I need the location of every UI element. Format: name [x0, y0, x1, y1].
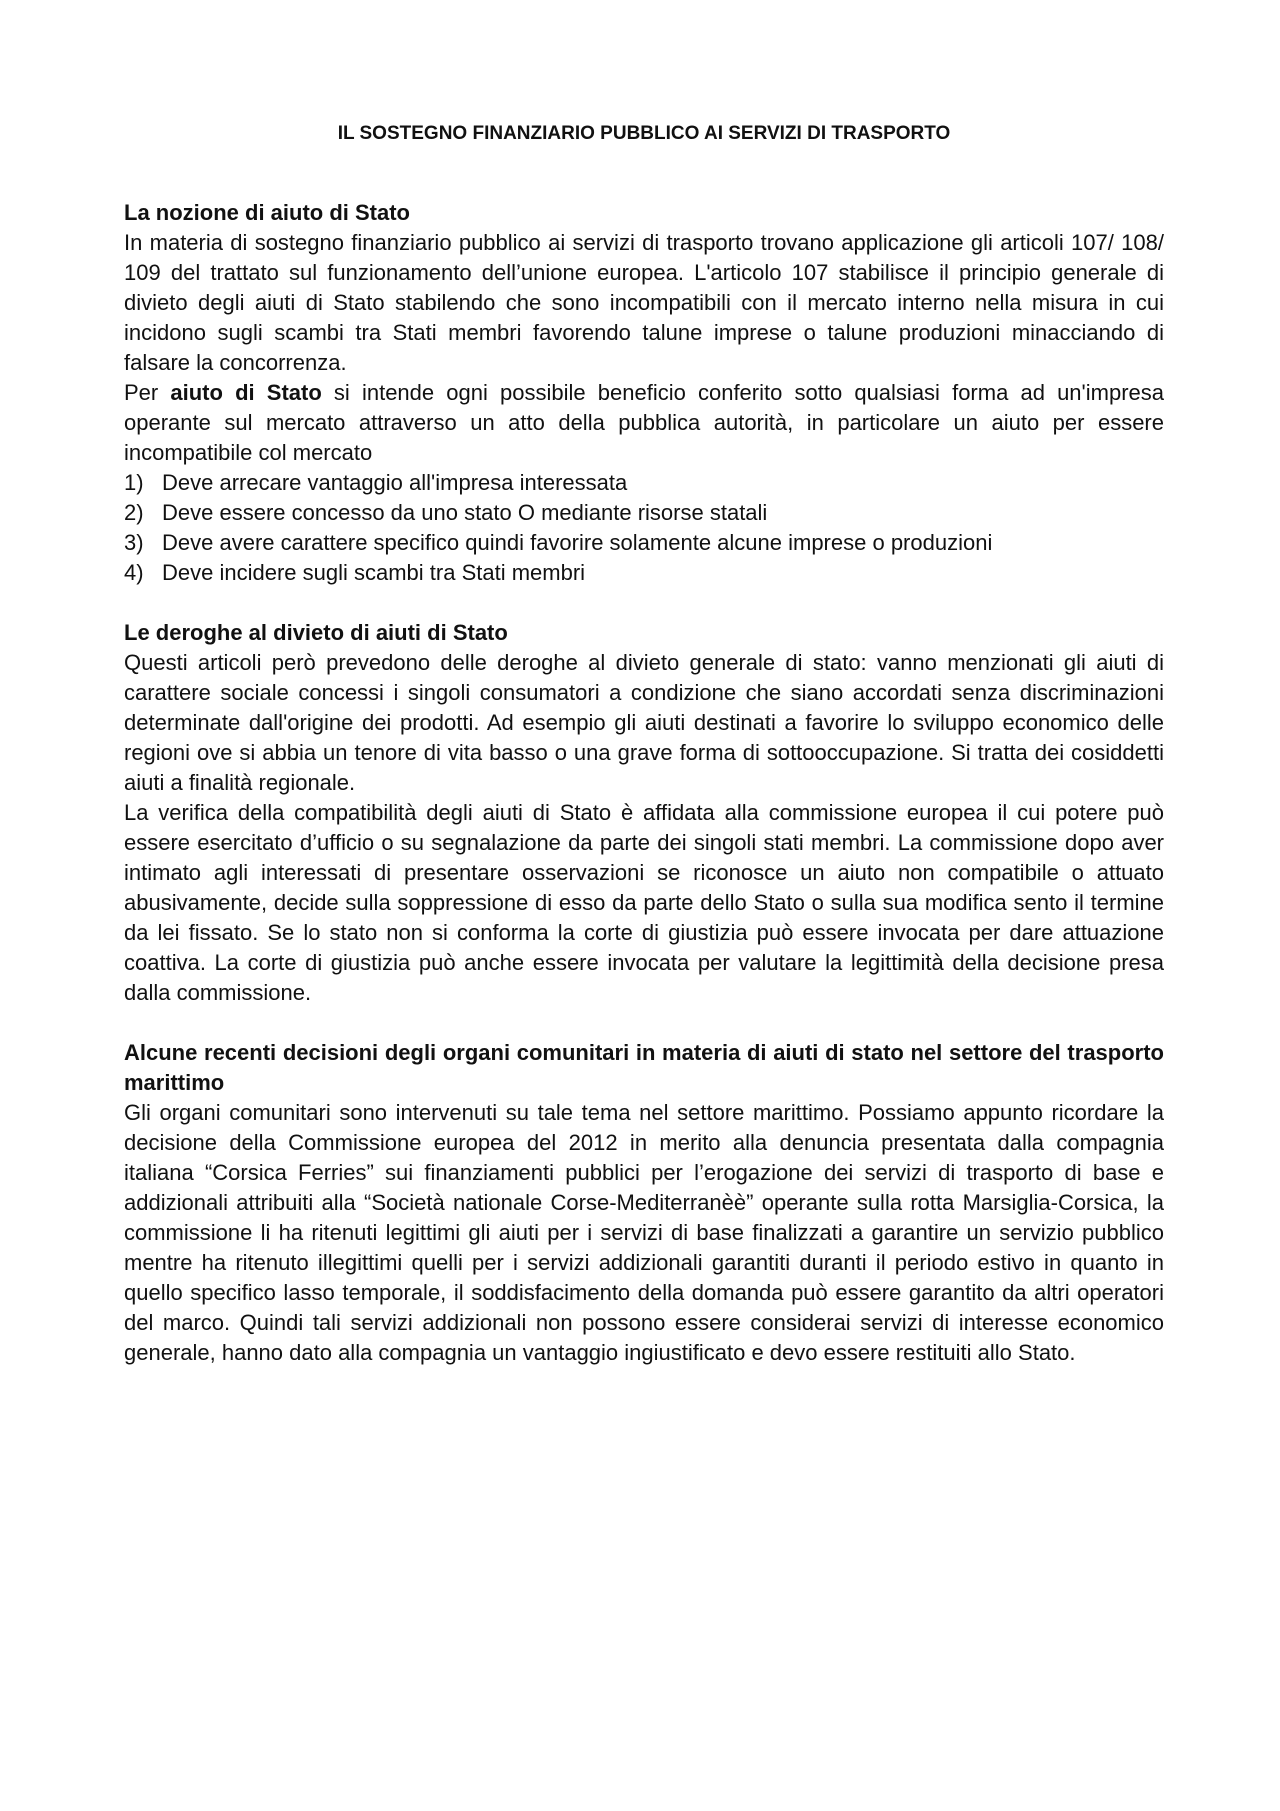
paragraph-definition: [124, 378, 1164, 468]
section-nozione-aiuto: [124, 198, 1164, 588]
list-item: [124, 498, 1164, 528]
section-heading: Le deroghe al divieto di aiuti di Stato: [124, 620, 508, 645]
paragraph-text: si intende ogni possibile beneficio conferito sotto qualsiasi forma ad un'impresa operante sul mercato attraverso un atto della pubblica autorità, in particolare un aiuto per essere incompatibile col mercato: [124, 380, 1164, 465]
document-title: IL SOSTEGNO FINANZIARIO PUBBLICO AI SERVIZI DI TRASPORTO: [337, 123, 951, 144]
list-item-text: Deve arrecare vantaggio all'impresa interessata: [162, 470, 628, 495]
list-item: [124, 468, 1164, 498]
paragraph: Gli organi comunitari sono intervenuti su tale tema nel settore marittimo. Possiamo appunto ricordare la decisione della Commissione europea del 2012 in merito alla denuncia presentata dalla compagnia italiana “Corsica Ferries” sui finanziamenti pubblici per l’erogazione dei servizi di trasporto di base e addizionali attribuiti alla “Società nationale Corse-Mediterranèè” operante sulla rotta Marsiglia-Corsica, la commissione li ha ritenuti legittimi gli aiuti per i servizi di base finalizzati a garantire un servizio pubblico mentre ha ritenuto illegittimi quelli per i servizi addizionali garantiti duranti il periodo estivo in quanto in quello specifico lasso temporale, il soddisfacimento della domanda può essere garantito da altri operatori del marco. Quindi tali servizi addizionali non possono essere considerai servizi di interesse economico generale, hanno dato alla compagnia un vantaggio ingiustificato e devo essere restituiti allo Stato.: [124, 1100, 1164, 1365]
section-heading: La nozione di aiuto di Stato: [124, 200, 410, 225]
list-item: [124, 558, 1164, 588]
section-decisioni-marittimo: [124, 1038, 1164, 1368]
list-item-number: 1): [124, 470, 144, 495]
list-item-text: Deve avere carattere specifico quindi favorire solamente alcune imprese o produzioni: [162, 530, 993, 555]
document-page: [124, 122, 1164, 1368]
paragraph: Questi articoli però prevedono delle deroghe al divieto generale di stato: vanno menzionati gli aiuti di carattere sociale concessi i singoli consumatori a condizione che siano accordati senza discriminazioni determinate dall'origine dei prodotti. Ad esempio gli aiuti destinati a favorire lo sviluppo economico delle regioni ove si abbia un tenore di vita basso o una grave forma di sottooccupazione. Si tratta dei cosiddetti aiuti a finalità regionale.: [124, 650, 1164, 795]
list-item-text: Deve incidere sugli scambi tra Stati membri: [162, 560, 586, 585]
paragraph: In materia di sostegno finanziario pubblico ai servizi di trasporto trovano applicazione gli articoli 107/ 108/ 109 del trattato sul funzionamento dell’unione europea. L'articolo 107 stabilisce il principio generale di divieto degli aiuti di Stato stabilendo che sono incompatibili con il mercato interno nella misura in cui incidono sugli scambi tra Stati membri favorendo talune imprese o talune produzioni minacciando di falsare la concorrenza.: [124, 230, 1164, 375]
list-item-number: 2): [124, 500, 144, 525]
list-item-text: Deve essere concesso da uno stato O mediante risorse statali: [162, 500, 768, 525]
list-item-number: 4): [124, 560, 144, 585]
list-item-number: 3): [124, 530, 144, 555]
requirements-list: [124, 468, 1164, 588]
section-heading: Alcune recenti decisioni degli organi comunitari in materia di aiuti di stato nel settore del trasporto marittimo: [124, 1040, 1164, 1095]
list-item: [124, 528, 1164, 558]
section-deroghe: [124, 618, 1164, 1008]
paragraph-text: Per: [124, 380, 171, 405]
paragraph: La verifica della compatibilità degli aiuti di Stato è affidata alla commissione europea il cui potere può essere esercitato d’ufficio o su segnalazione da parte dei singoli stati membri. La commissione dopo aver intimato agli interessati di presentare osservazioni se riconosce un aiuto non compatibile o attuato abusivamente, decide sulla soppressione di esso da parte dello Stato o sulla sua modifica sento il termine da lei fissato. Se lo stato non si conforma la corte di giustizia può essere invocata per dare attuazione coattiva. La corte di giustizia può anche essere invocata per valutare la legittimità della decisione presa dalla commissione.: [124, 800, 1164, 1005]
bold-term: aiuto di Stato: [170, 380, 322, 405]
